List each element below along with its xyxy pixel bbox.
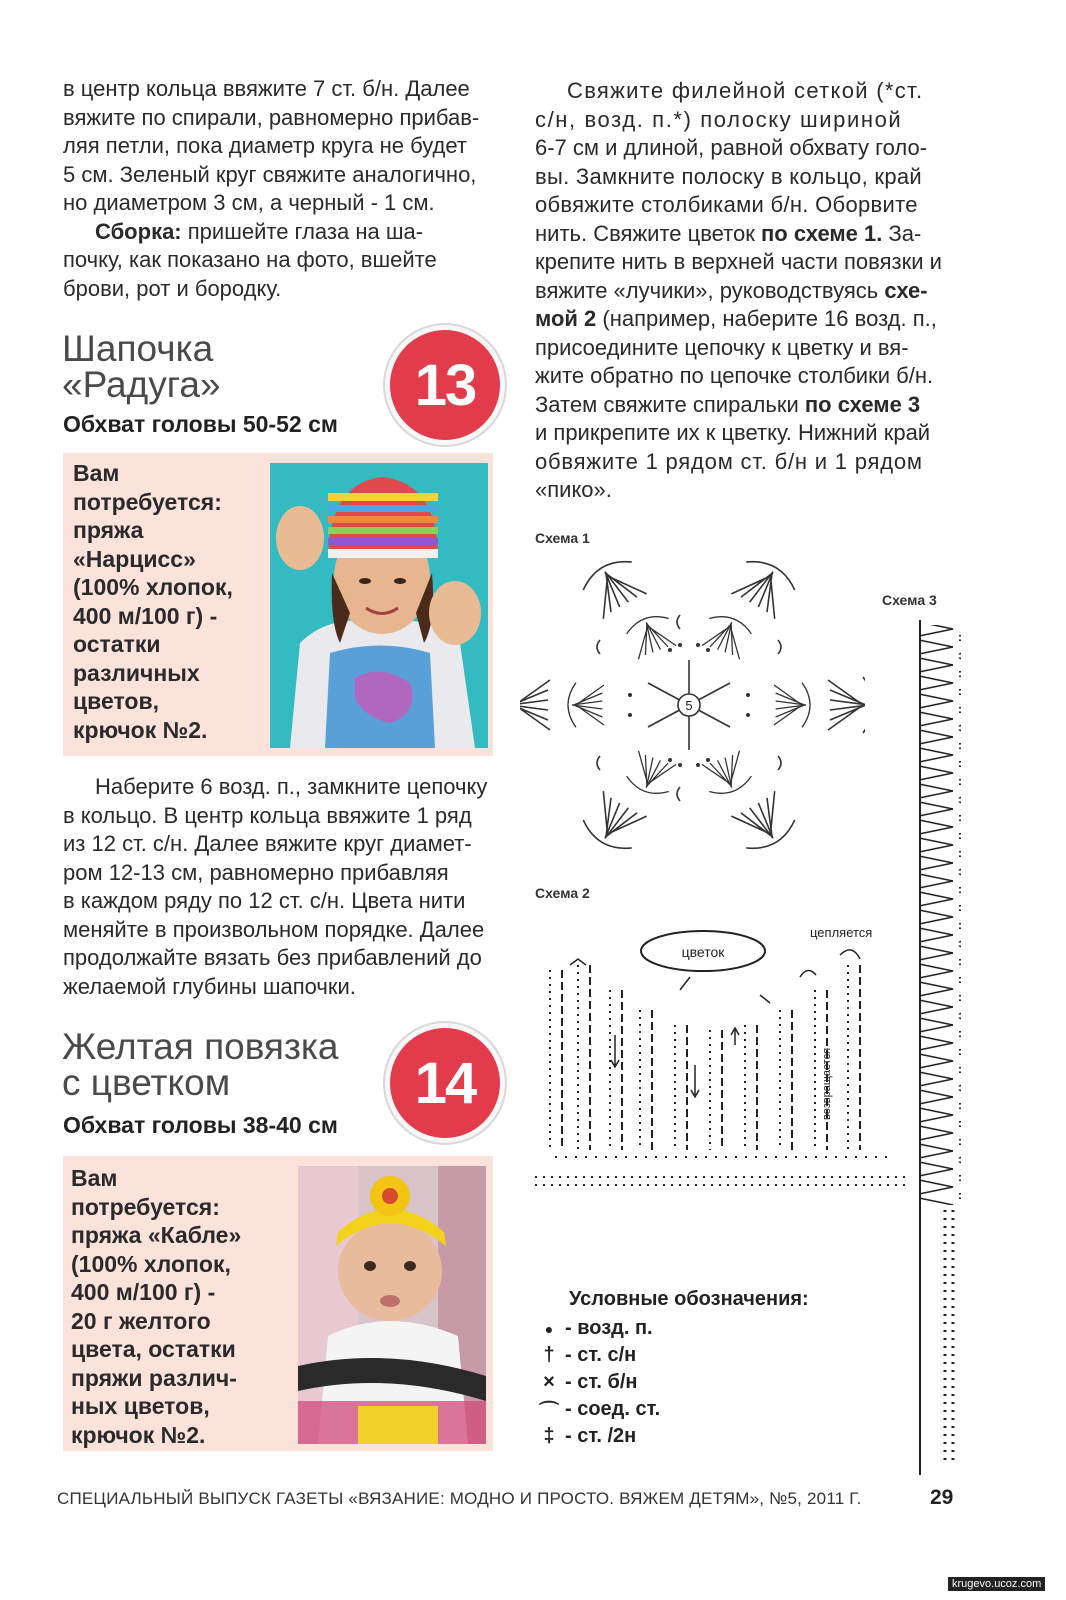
materials-line: 400 м/100 г) - (71, 1279, 216, 1305)
attaches-label: цепляется (810, 925, 873, 940)
text-line: желаемой глубины шапочки. (63, 973, 356, 999)
flower-label: цветок (681, 944, 725, 960)
materials-text (71, 1164, 281, 1449)
text-line: в кольцо. В центр кольца ввяжите 1 ряд (63, 802, 472, 828)
spiral-zigzag (919, 625, 961, 1205)
text-line: в каждом ряду по 12 ст. с/н. Цвета нити (63, 888, 466, 913)
returns-label: возвращается (821, 1047, 833, 1120)
text-line: присоедините цепочку к цветку и вя- (535, 334, 909, 360)
ray-columns (550, 965, 860, 1150)
legend (533, 1288, 893, 1450)
section13-number-badge: 13 (385, 325, 505, 445)
text-line: в центр кольца ввяжите 7 ст. б/н. Далее (63, 76, 470, 101)
legend-item (533, 1342, 893, 1369)
section13-girth: Обхват головы 50-52 см (63, 411, 338, 437)
text-line (535, 277, 965, 306)
materials-line: ных цветов, (71, 1393, 210, 1419)
text-span: нить. Свяжите цветок (535, 220, 761, 246)
materials-text (73, 459, 273, 744)
text-line: и прикрепите их к цветку. Нижний край (535, 420, 931, 445)
base-ticks (535, 1157, 910, 1185)
text-line: почку, как показано на фото, вшейте (63, 247, 437, 272)
scheme1-flower-diagram (520, 555, 865, 855)
scheme-ref: по схеме 3 (804, 391, 921, 417)
scheme3-spiral-diagram (915, 620, 965, 1475)
double-crochet-icon: † (543, 1344, 555, 1366)
text-line: с/н, возд. п.*) полоску шириной (535, 106, 903, 132)
materials-line: потребуется: (73, 488, 222, 515)
materials-line: (100% хлопок, (73, 574, 233, 600)
materials-line: различных (73, 659, 200, 686)
text-line: 6-7 см и длиной, равной обхвату голо- (535, 135, 928, 160)
materials-line: Вам (73, 460, 120, 486)
materials-line: крючок №2. (73, 716, 208, 743)
assembly-line (63, 218, 503, 247)
text-line: ляя петли, пока диаметр круга не будет (63, 133, 467, 158)
title-line: Шапочка (62, 328, 214, 369)
intro-paragraph (63, 75, 503, 303)
treble-crochet-icon: ‡ (543, 1425, 555, 1447)
text-line: «пико». (535, 477, 612, 502)
slip-stitch-icon: ⌒ (539, 1401, 559, 1423)
text-line: меняйте в произвольном порядке. Далее (63, 916, 485, 942)
title-line: Желтая повязка (62, 1026, 339, 1067)
legend-item (533, 1315, 893, 1342)
text-line (535, 220, 965, 249)
legend-title: Условные обозначения: (569, 1288, 809, 1310)
materials-line: крючок №2. (71, 1421, 206, 1448)
text-line: из 12 ст. с/н. Далее вяжите круг диамет- (63, 831, 472, 856)
section13-title (62, 328, 221, 405)
baby-yellow-headband-photo (298, 1166, 486, 1444)
text-span: вяжите «лучики», руководствуясь (535, 277, 885, 303)
text-line: пришейте глаза на ша- (187, 218, 424, 244)
center-ring-count: 5 (685, 698, 693, 713)
text-line: обвяжите столбиками б/н. Оборвите (535, 192, 918, 217)
scheme2-rays-diagram (530, 915, 910, 1205)
section13-materials-box (63, 453, 493, 756)
materials-line: остатки (73, 631, 161, 657)
title-line: «Радуга» (62, 364, 221, 405)
scheme1-label: Схема 1 (535, 530, 590, 546)
text-line (535, 391, 965, 420)
materials-line: 20 г желтого (71, 1307, 211, 1334)
section14-number-badge: 14 (385, 1023, 505, 1143)
text-line: ром 12-13 см, равномерно прибавляя (63, 859, 449, 885)
footer-publication: СПЕЦИАЛЬНЫЙ ВЫПУСК ГАЗЕТЫ «ВЯЗАНИЕ: МОДНО И ПРОСТО. ВЯЖЕМ ДЕТЯМ», №5, 2011 Г. (57, 1489, 862, 1508)
text-line (535, 305, 965, 334)
section14-girth: Обхват головы 38-40 см (63, 1112, 338, 1138)
text-line: продолжайте вязать без прибавлений до (63, 945, 482, 970)
scheme-ref: по схеме 1. (760, 220, 883, 246)
legend-label: - соед. ст. (565, 1398, 661, 1420)
title-line: с цветком (62, 1062, 231, 1103)
chain-stitch-icon: ● (544, 1320, 554, 1337)
scheme-ref: мой 2 (535, 306, 597, 331)
legend-label: - ст. б/н (565, 1371, 638, 1393)
materials-line: цветов, (73, 688, 160, 714)
page-number: 29 (930, 1486, 954, 1509)
materials-line: цвета, остатки (71, 1336, 236, 1362)
watermark: krugevo.ucoz.com (948, 1577, 1045, 1591)
scheme2-label: Схема 2 (535, 885, 590, 901)
legend-label: - ст. с/н (565, 1344, 637, 1366)
text-line: вы. Замкните полоску в кольцо, край (535, 163, 923, 189)
text-line: крепите нить в верхней части повязки и (535, 249, 942, 274)
materials-line: пряжа «Кабле» (71, 1222, 242, 1248)
legend-label: - ст. /2н (565, 1425, 637, 1447)
text-line: обвяжите 1 рядом ст. б/н и 1 рядом (535, 448, 923, 474)
text-line: вяжите по спирали, равномерно прибав- (63, 104, 480, 130)
section14-title (62, 1026, 339, 1103)
text-line: Свяжите филейной сеткой (*ст. (567, 78, 924, 103)
single-crochet-icon: × (543, 1371, 555, 1393)
text-line: жите обратно по цепочке столбики б/н. (535, 363, 934, 388)
text-span: Затем свяжите спиральки (535, 391, 805, 417)
section14-instructions (535, 77, 965, 505)
legend-item (533, 1369, 893, 1396)
text-line: но диаметром 3 см, а черный - 1 см. (63, 190, 435, 215)
text-line: брови, рот и бородку. (63, 275, 282, 301)
materials-line: потребуется: (71, 1193, 220, 1220)
materials-line: 400 м/100 г) - (73, 602, 218, 629)
text-span: (например, наберите 16 возд. п., (596, 306, 937, 331)
materials-line: пряжа (73, 517, 144, 543)
assembly-label: Сборка: (95, 218, 182, 244)
text-line: Наберите 6 возд. п., замкните цепочку (95, 774, 488, 799)
legend-label: - возд. п. (565, 1317, 653, 1339)
legend-item (533, 1396, 893, 1423)
girl-rainbow-hat-photo (270, 463, 488, 748)
section13-instructions (63, 773, 503, 1001)
text-span: За- (882, 220, 922, 246)
section14-materials-box (63, 1156, 493, 1451)
materials-line: пряжи различ- (71, 1364, 237, 1391)
legend-item (533, 1423, 893, 1450)
scheme3-label: Схема 3 (882, 592, 937, 608)
materials-line: «Нарцисс» (73, 545, 196, 572)
text-line: 5 см. Зеленый круг свяжите аналогично, (63, 161, 477, 187)
scheme-ref: схе- (884, 277, 928, 303)
materials-line: Вам (71, 1165, 118, 1191)
materials-line: (100% хлопок, (71, 1250, 231, 1277)
direction-arrows (570, 950, 860, 1097)
